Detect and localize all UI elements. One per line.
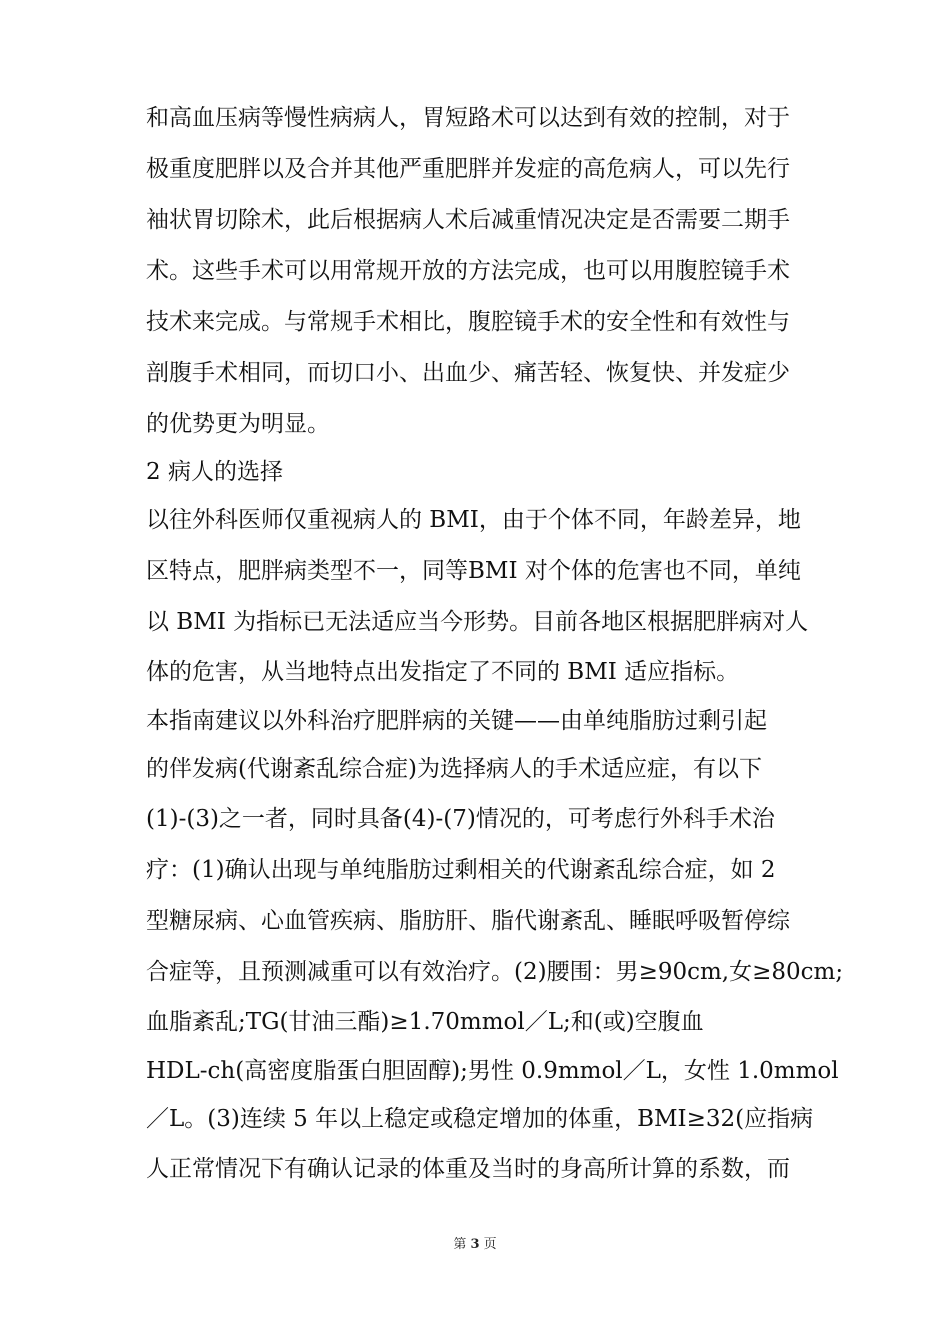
footer-prefix: 第 — [453, 1237, 467, 1252]
section-heading: 2 病人的选择 — [146, 459, 283, 485]
page-number: 3 — [470, 1237, 480, 1252]
body-text-line: 疗：(1)确认出现与单纯脂肪过剩相关的代谢紊乱综合症，如 2 — [146, 857, 776, 883]
body-text-line: 技术来完成。与常规手术相比，腹腔镜手术的安全性和有效性与 — [146, 309, 790, 335]
body-text-line: 以 BMI 为指标已无法适应当今形势。目前各地区根据肥胖病对人 — [146, 609, 809, 635]
body-text-line: 以往外科医师仅重视病人的 BMI，由于个体不同，年龄差异，地 — [146, 507, 801, 533]
body-text-line: 袖状胃切除术，此后根据病人术后减重情况决定是否需要二期手 — [146, 207, 790, 233]
body-text-line: 和高血压病等慢性病病人，胃短路术可以达到有效的控制，对于 — [146, 105, 790, 131]
body-text-line: 型糖尿病、心血管疾病、脂肪肝、脂代谢紊乱、睡眠呼吸暂停综 — [146, 908, 790, 934]
body-text-line: 区特点，肥胖病类型不一，同等BMI 对个体的危害也不同，单纯 — [146, 558, 801, 584]
body-text-line: 极重度肥胖以及合并其他严重肥胖并发症的高危病人，可以先行 — [146, 156, 790, 182]
body-text-line: 合症等，且预测减重可以有效治疗。(2)腰围：男≥90cm,女≥80cm; — [146, 959, 844, 985]
body-text-line: 体的危害，从当地特点出发指定了不同的 BMI 适应指标。 — [146, 659, 740, 685]
body-text-line: 本指南建议以外科治疗肥胖病的关键——由单纯脂肪过剩引起 — [146, 708, 767, 734]
body-text-line: HDL-ch(高密度脂蛋白胆固醇);男性 0.9mmol／L，女性 1.0mmol — [146, 1058, 839, 1084]
body-text-line: 的优势更为明显。 — [146, 411, 330, 437]
footer-suffix: 页 — [483, 1237, 497, 1252]
body-text-line: 的伴发病(代谢紊乱综合症)为选择病人的手术适应症，有以下 — [146, 756, 762, 782]
body-text-line: 术。这些手术可以用常规开放的方法完成，也可以用腹腔镜手术 — [146, 258, 790, 284]
page-footer — [0, 1236, 950, 1254]
body-text-line: 血脂紊乱;TG(甘油三酯)≥1.70mmol／L;和(或)空腹血 — [146, 1009, 704, 1035]
body-text-line: 人正常情况下有确认记录的体重及当时的身高所计算的系数，而 — [146, 1156, 790, 1182]
body-text-line: 剖腹手术相同，而切口小、出血少、痛苦轻、恢复快、并发症少 — [146, 360, 790, 386]
body-text-line: (1)-(3)之一者，同时具备(4)-(7)情况的，可考虑行外科手术治 — [146, 806, 775, 832]
body-text-line: ／L。(3)连续 5 年以上稳定或稳定增加的体重，BMI≥32(应指病 — [146, 1106, 814, 1132]
